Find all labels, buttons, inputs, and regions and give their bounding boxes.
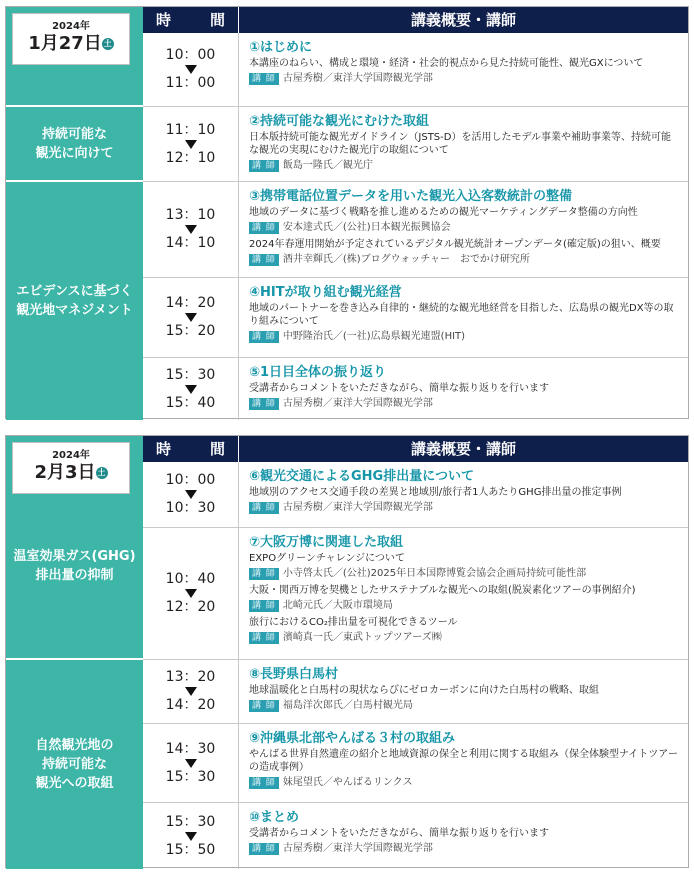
session-detail (239, 528, 688, 659)
arrow-down-icon (185, 65, 197, 74)
lecturer-line (249, 253, 680, 266)
lecturer-badge: 講 師 (249, 160, 279, 172)
session-description-3: 旅行におけるCO₂排出量を可視化できるツール (249, 617, 458, 628)
lecturer-badge: 講 師 (249, 222, 279, 234)
lecturer-line (249, 330, 680, 343)
arrow-down-icon (185, 832, 197, 841)
start-time: 14：20 (165, 295, 216, 311)
end-time: 10：30 (165, 500, 216, 516)
lecturer-line (249, 501, 680, 514)
lecturer-line (249, 842, 680, 855)
day2-date-box (12, 442, 130, 494)
day1-theme-1: 持続可能な 観光に向けて (6, 107, 143, 182)
session-detail (239, 803, 688, 869)
lecturer-name: 古屋秀樹／東洋大学国際観光学部 (282, 502, 433, 513)
lecturer-name: 古屋秀樹／東洋大学国際観光学部 (282, 843, 433, 854)
lecturer-line (249, 221, 680, 234)
session-row (143, 358, 688, 420)
time-cell (143, 33, 239, 106)
day1-date-box (12, 13, 130, 65)
session-detail (239, 33, 688, 106)
time-cell (143, 803, 239, 869)
time-cell (143, 182, 239, 277)
saturday-badge: 土 (103, 39, 112, 48)
day2-year: 2024年 (52, 450, 90, 461)
lecturer-name: 中野隆治氏／(一社)広島県観光連盟(HIT) (282, 331, 466, 342)
start-time: 14：30 (165, 740, 216, 757)
lecturer-badge: 講 師 (249, 632, 279, 644)
session-detail (239, 107, 688, 181)
session-description: 受講者からコメントをいただきながら、簡単な振り返りを行います (249, 383, 549, 394)
day2-header (143, 436, 688, 462)
time-cell (143, 358, 239, 420)
content-header: 講義概要・講師 (410, 440, 516, 458)
session-row (143, 724, 688, 803)
session-row (143, 660, 688, 724)
lecturer-line (249, 159, 680, 172)
lecturer-line (249, 567, 680, 580)
time-cell (143, 528, 239, 659)
end-time: 12：10 (165, 149, 216, 166)
time-header: 時 間 (143, 7, 239, 33)
lecturer-line (249, 599, 680, 612)
day1-year: 2024年 (52, 21, 90, 32)
session-row (143, 803, 688, 869)
end-time: 11：00 (165, 75, 216, 91)
lecturer-name: 飯島一隆氏／観光庁 (282, 160, 373, 171)
lecturer-line (249, 631, 680, 644)
day2-theme-2: 自然観光地の 持続可能な 観光への取組 (6, 660, 143, 869)
lecturer-badge: 講 師 (249, 73, 279, 85)
lecturer-badge: 講 師 (249, 254, 279, 266)
start-time: 13：20 (165, 669, 216, 685)
lecturer-name: 安本達式氏／(公社)日本観光振興協会 (282, 222, 451, 233)
arrow-down-icon (185, 140, 197, 149)
session-row (143, 528, 688, 660)
arrow-down-icon (185, 490, 197, 499)
session-description: 地球温暖化と白馬村の現状ならびにゼロカーボンに向けた白馬村の戦略、取組 (249, 685, 599, 696)
lecturer-badge: 講 師 (249, 398, 279, 410)
arrow-down-icon (185, 385, 197, 394)
day2-theme-1: 温室効果ガス(GHG) 排出量の抑制 (6, 436, 143, 660)
time-cell (143, 462, 239, 527)
session-detail (239, 660, 688, 723)
day1-date: 1月27日 土 (28, 33, 112, 54)
session-title: ⑨沖縄県北部やんばる３村の取組み (249, 731, 456, 746)
lecturer-name: 小寺啓太氏／(公社)2025年日本国際博覧会協会企画局持続可能性部 (282, 568, 587, 579)
session-title: ⑦大阪万博に関連した取組 (249, 535, 404, 550)
session-row (143, 462, 688, 528)
session-title: ①はじめに (249, 40, 313, 55)
session-row (143, 278, 688, 358)
start-time: 10：00 (165, 472, 216, 488)
session-row (143, 107, 688, 182)
end-time: 15：20 (165, 323, 216, 339)
lecturer-name: 古屋秀樹／東洋大学国際観光学部 (282, 398, 433, 409)
start-time: 15：30 (165, 366, 216, 383)
day1-schedule (5, 6, 689, 419)
time-cell (143, 107, 239, 181)
end-time: 15：50 (165, 841, 216, 858)
start-time: 11：10 (165, 121, 216, 138)
arrow-down-icon (185, 759, 197, 768)
lecturer-name: 酒井幸輝氏／(株)ブログウォッチャー おでかけ研究所 (282, 254, 530, 265)
session-description: 日本版持続可能な観光ガイドライン（JSTS-D）を活用したモデル事業や補助事業等、持続可能な観光の実現にむけた観光庁の取組について (249, 132, 671, 156)
session-description: やんばる世界自然遺産の紹介と地域資源の保全と利用に関する取組み（保全体験型ナイトツアーの造成事例） (249, 749, 678, 773)
lecturer-badge: 講 師 (249, 600, 279, 612)
end-time: 14：20 (165, 697, 216, 713)
lecturer-badge: 講 師 (249, 568, 279, 580)
lecturer-badge: 講 師 (249, 843, 279, 855)
session-title: ⑥観光交通によるGHG排出量について (249, 469, 474, 484)
lecturer-line (249, 397, 680, 410)
session-detail (239, 358, 688, 420)
session-title: ③携帯電話位置データを用いた観光入込客数統計の整備 (249, 189, 573, 204)
lecturer-line (249, 776, 680, 789)
session-row (143, 182, 688, 278)
session-description: EXPOグリーンチャレンジについて (249, 553, 405, 564)
session-detail (239, 278, 688, 357)
session-description: 地域別のアクセス交通手段の差異と地域別/旅行者1人あたりGHG排出量の推定事例 (249, 487, 622, 498)
session-title: ⑤1日目全体の振り返り (249, 365, 387, 380)
session-title: ④HITが取り組む観光経営 (249, 285, 402, 300)
arrow-down-icon (185, 225, 197, 234)
day2-date: 2月3日 土 (34, 462, 106, 483)
arrow-down-icon (185, 313, 197, 322)
session-title: ⑩まとめ (249, 810, 300, 825)
arrow-down-icon (185, 687, 197, 696)
lecturer-badge: 講 師 (249, 700, 279, 712)
start-time: 10：00 (165, 47, 216, 63)
session-detail (239, 182, 688, 277)
lecturer-badge: 講 師 (249, 331, 279, 343)
lecturer-badge: 講 師 (249, 502, 279, 514)
time-cell (143, 724, 239, 802)
lecturer-line (249, 72, 680, 85)
end-time: 15：30 (165, 768, 216, 785)
lecturer-name: 濱崎真一氏／東武トップツアーズ㈱ (282, 632, 442, 643)
start-time: 10：40 (165, 571, 216, 587)
session-detail (239, 724, 688, 802)
session-description: 本講座のねらい、構成と環境・経済・社会的視点から見た持続可能性、観光GXについて (249, 58, 644, 69)
lecturer-name: 福島洋次郎氏／白馬村観光局 (282, 700, 413, 711)
time-cell (143, 660, 239, 723)
session-description-2: 大阪・関西万博を契機としたサステナブルな観光への取組(脱炭素化ツアーの事例紹介) (249, 585, 636, 596)
day1-header (143, 7, 688, 33)
end-time: 14：10 (165, 235, 216, 251)
start-time: 15：30 (165, 813, 216, 830)
day1-theme-2: エビデンスに基づく 観光地マネジメント (6, 182, 143, 420)
end-time: 12：20 (165, 599, 216, 615)
time-header: 時 間 (143, 436, 239, 462)
arrow-down-icon (185, 589, 197, 598)
session-detail (239, 462, 688, 527)
content-header: 講義概要・講師 (410, 11, 516, 29)
session-title: ⑧長野県白馬村 (249, 667, 339, 682)
session-title: ②持続可能な観光にむけた取組 (249, 114, 430, 129)
day2-schedule (5, 435, 689, 868)
saturday-badge: 土 (97, 468, 106, 477)
start-time: 13：10 (165, 207, 216, 223)
session-row (143, 33, 688, 107)
time-cell (143, 278, 239, 357)
session-description: 地域のパートナーを巻き込み自律的・継続的な観光地経営を目指した、広島県の観光DX等の取り組みについて (249, 303, 674, 327)
lecturer-line (249, 699, 680, 712)
end-time: 15：40 (165, 394, 216, 411)
session-description: 地域のデータに基づく戦略を推し進めるための観光マーケティングデータ整備の方向性 (249, 207, 638, 218)
lecturer-name: 妹尾望氏／やんばるリンクス (282, 777, 413, 788)
session-description: 受講者からコメントをいただきながら、簡単な振り返りを行います (249, 828, 549, 839)
session-description-2: 2024年春運用開始が予定されているデジタル観光統計オープンデータ(確定版)の狙い、概要 (249, 239, 661, 250)
lecturer-badge: 講 師 (249, 777, 279, 789)
lecturer-name: 古屋秀樹／東洋大学国際観光学部 (282, 73, 433, 84)
lecturer-name: 北崎元氏／大阪市環境局 (282, 600, 393, 611)
